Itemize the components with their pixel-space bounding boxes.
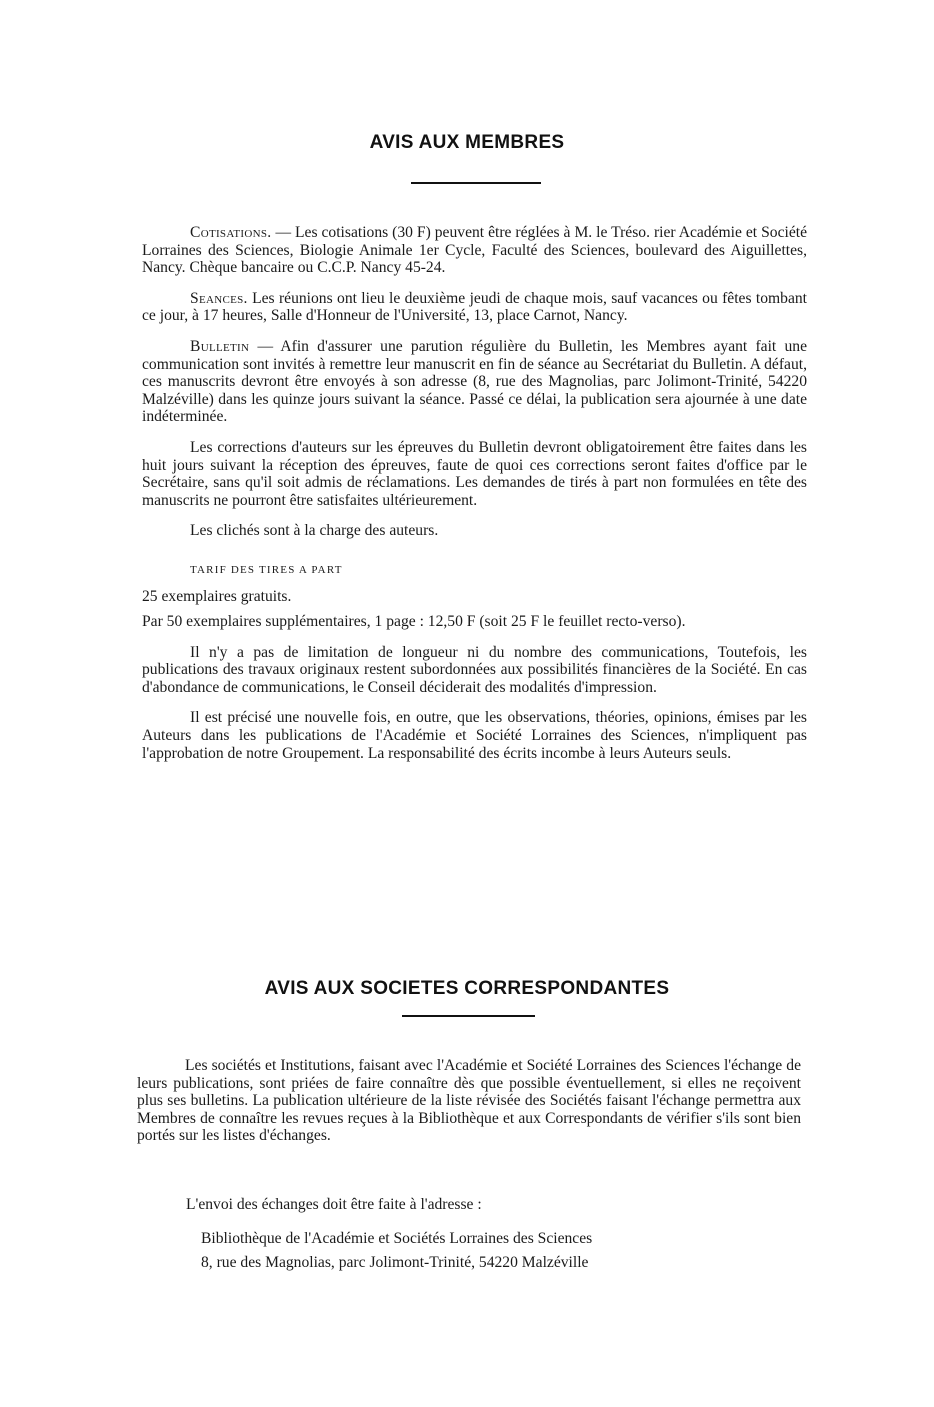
label-cotisations: Cotisations. (190, 224, 272, 241)
text-bulletin: — Afin d'assurer une parution régulière du Bulletin, les Membres ayant fait une communication sont invités à remettre leur manuscrit en fin de séance au Secrétariat du Bulletin. A défaut, ces manuscrits devront être envoyés à son adresse (8, rue des Magnolias, parc Jolimont-Trinité, 54220 Malzéville) dans les quinze jours suivant la séance. Passé ce délai, la publication sera ajournée à une date indéterminée. (142, 337, 807, 426)
address-line-1: Bibliothèque de l'Académie et Sociétés Lorraines des Sciences (201, 1229, 593, 1247)
address-line-2: 8, rue des Magnolias, parc Jolimont-Trinité, 54220 Malzéville (201, 1254, 589, 1272)
avis-membres-body (142, 224, 807, 762)
section-title-societes: AVIS AUX SOCIETES CORRESPONDANTES (264, 978, 670, 999)
label-seances: Seances. (190, 289, 248, 307)
envoi-line: L'envoi des échanges doit être faite à l'adresse : (186, 1196, 482, 1213)
title-rule (411, 182, 541, 184)
paragraph-limitation: Il n'y a pas de limitation de longueur ni du nombre des communications, Toutefois, les publications des travaux originaux restent subordonnées aux possibilités financières de la Société. En cas d'abondance de communications, le Conseil déciderait des modalités d'impression. (142, 643, 807, 696)
text-seances: Les réunions ont lieu le deuxième jeudi de chaque mois, sauf vacances ou fêtes tombant ce jour, à 17 heures, Salle d'Honneur de l'Université, 13, place Carnot, Nancy. (142, 289, 807, 325)
title-rule (402, 1015, 535, 1017)
paragraph-seances (142, 290, 807, 325)
tarif-heading: TARIF DES TIRES A PART (190, 563, 343, 576)
paragraph-cliches: Les clichés sont à la charge des auteurs. (190, 522, 439, 540)
paragraph-precise: Il est précisé une nouvelle fois, en outre, que les observations, théories, opinions, émises par les Auteurs dans les publications de l'Académie et Société Lorraines des Sciences, n'impliquent pas l'approbation de notre Groupement. La responsabilité des écrits incombe à leurs Auteurs seuls. (142, 709, 807, 762)
tarif-gratuits: 25 exemplaires gratuits. (142, 587, 292, 605)
label-bulletin: Bulletin (190, 337, 250, 355)
paragraph-corrections: Les corrections d'auteurs sur les épreuves du Bulletin devront obligatoirement être faites dans les huit jours suivant la réception des épreuves, faute de quoi ces corrections seront faites d'office par le Secrétaire, sans qu'il soit admis de réclamations. Les demandes de tirés à part non formulées en tête des manuscrits ne pourront être satisfaites ultérieurement. (142, 438, 807, 509)
tarif-supplementaires: Par 50 exemplaires supplémentaires, 1 page : 12,50 F (soit 25 F le feuillet recto-verso). (142, 613, 686, 631)
address-block (186, 1196, 806, 1272)
paragraph-cotisations (142, 224, 807, 277)
paragraph-echange: Les sociétés et Institutions, faisant avec l'Académie et Société Lorraines des Sciences l'échange de leurs publications, sont priées de faire connaître dès que possible éventuellement, si elles ne reçoivent plus ses bulletins. La publication ultérieure de la liste révisée des Sociétés faisant l'échange permettra aux Membres de connaître les revues reçues à la Bibliothèque et aux Correspondants de vérifier s'ils sont bien portés sur les listes d'échanges. (137, 1057, 801, 1145)
text-cotisations: — Les cotisations (30 F) peuvent être réglées à M. le Tréso. rier Académie et Société Lorraines des Sciences, Biologie Animale 1er Cycle, Faculté des Sciences, boulevard des Aiguillettes, Nancy. Chèque bancaire ou C.C.P. Nancy 45-24. (142, 224, 807, 277)
paragraph-bulletin (142, 338, 807, 426)
section-title-avis-membres: AVIS AUX MEMBRES (369, 132, 565, 153)
avis-societes-body (137, 1057, 801, 1145)
